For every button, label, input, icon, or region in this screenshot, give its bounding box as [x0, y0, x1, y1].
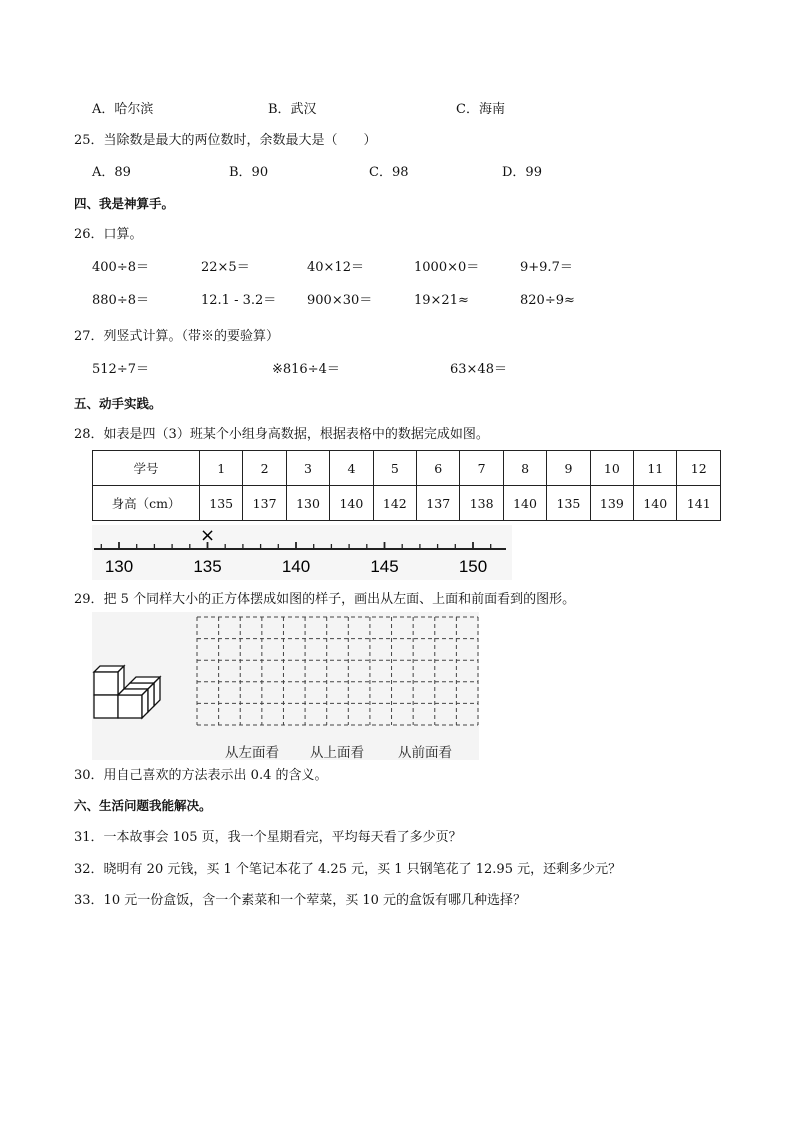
table-cell: 4 [330, 451, 373, 486]
table-cell: 141 [677, 486, 721, 521]
table-cell: 140 [503, 486, 546, 521]
table-cell: 137 [243, 486, 286, 521]
table-cell: 137 [417, 486, 460, 521]
table-row [93, 451, 721, 486]
table-cell: 7 [460, 451, 503, 486]
q26-item: 400÷8＝ [92, 260, 149, 275]
section-4-heading: 四、我是神算手。 [74, 196, 175, 211]
q26-item: 820÷9≈ [520, 293, 575, 308]
table-cell: 2 [243, 451, 286, 486]
table-cell: 1 [200, 451, 243, 486]
q30-stem: 30．用自己喜欢的方法表示出 0.4 的含义。 [74, 768, 328, 783]
number-line-marker: × [199, 525, 216, 546]
q27-stem: 27．列竖式计算。（带※的要验算） [74, 329, 280, 344]
view-label-left: 从左面看 [225, 745, 279, 761]
q24-option-b: B．武汉 [268, 102, 317, 117]
view-label-top: 从上面看 [310, 745, 364, 761]
q25-option-b: B．90 [229, 165, 269, 180]
table-cell: 11 [634, 451, 677, 486]
q27-item: 512÷7＝ [92, 362, 149, 377]
q25-option-d: D．99 [502, 165, 542, 180]
q31-stem: 31．一本故事会 105 页，我一个星期看完，平均每天看了多少页？ [74, 830, 462, 845]
table-cell: 12 [677, 451, 721, 486]
q26-item: 1000×0＝ [414, 260, 480, 275]
table-cell: 9 [547, 451, 590, 486]
q25-option-a: A．89 [92, 165, 131, 180]
q26-item: 900×30＝ [307, 293, 373, 308]
drawing-grid[interactable] [196, 616, 479, 726]
q24-option-c: C．海南 [456, 102, 505, 117]
q24-option-a: A．哈尔滨 [92, 102, 154, 117]
height-number-line [92, 525, 512, 580]
table-cell: 3 [286, 451, 329, 486]
table-cell: 10 [590, 451, 633, 486]
q26-item: 22×5＝ [201, 260, 250, 275]
q25-stem: 25．当除数是最大的两位数时，余数最大是（ ） [74, 133, 377, 148]
q26-item: 19×21≈ [414, 293, 469, 308]
number-line-label: 140 [281, 557, 311, 576]
q28-stem: 28．如表是四（3）班某个小组身高数据，根据表格中的数据完成如图。 [74, 427, 489, 442]
q33-stem: 33．10 元一份盒饭，含一个素菜和一个荤菜，买 10 元的盒饭有哪几种选择？ [74, 893, 527, 908]
number-line-label: 135 [193, 557, 222, 576]
table-header-id: 学号 [93, 451, 200, 486]
number-line-label: 150 [458, 557, 488, 576]
q27-item: ※816÷4＝ [272, 362, 340, 377]
q26-item: 12.1 - 3.2＝ [201, 293, 277, 308]
table-row [93, 486, 721, 521]
q26-stem: 26．口算。 [74, 227, 143, 242]
q26-item: 9+9.7＝ [520, 260, 573, 275]
section-6-heading: 六、生活问题我能解决。 [74, 798, 212, 813]
table-cell: 130 [286, 486, 329, 521]
q29-stem: 29．把 5 个同样大小的正方体摆成如图的样子，画出从左面、上面和前面看到的图形。 [74, 592, 576, 607]
q26-item: 40×12＝ [307, 260, 364, 275]
table-cell: 6 [417, 451, 460, 486]
q25-option-c: C．98 [369, 165, 409, 180]
table-cell: 142 [373, 486, 416, 521]
section-5-heading: 五、动手实践。 [74, 396, 162, 411]
height-data-table [92, 450, 721, 521]
q26-item: 880÷8＝ [92, 293, 149, 308]
table-cell: 140 [330, 486, 373, 521]
number-line-label: 130 [104, 557, 134, 576]
table-cell: 5 [373, 451, 416, 486]
table-cell: 138 [460, 486, 503, 521]
table-cell: 135 [547, 486, 590, 521]
q32-stem: 32．晓明有 20 元钱，买 1 个笔记本花了 4.25 元，买 1 只钢笔花了 12.95 元，还剩多少元？ [74, 862, 622, 877]
table-cell: 8 [503, 451, 546, 486]
table-cell: 135 [200, 486, 243, 521]
q27-item: 63×48＝ [450, 362, 507, 377]
view-label-front: 从前面看 [398, 745, 452, 761]
number-line-label: 145 [370, 557, 399, 576]
table-header-height: 身高（cm） [93, 486, 200, 521]
table-cell: 139 [590, 486, 633, 521]
stacked-cubes-figure [92, 612, 192, 760]
table-cell: 140 [634, 486, 677, 521]
